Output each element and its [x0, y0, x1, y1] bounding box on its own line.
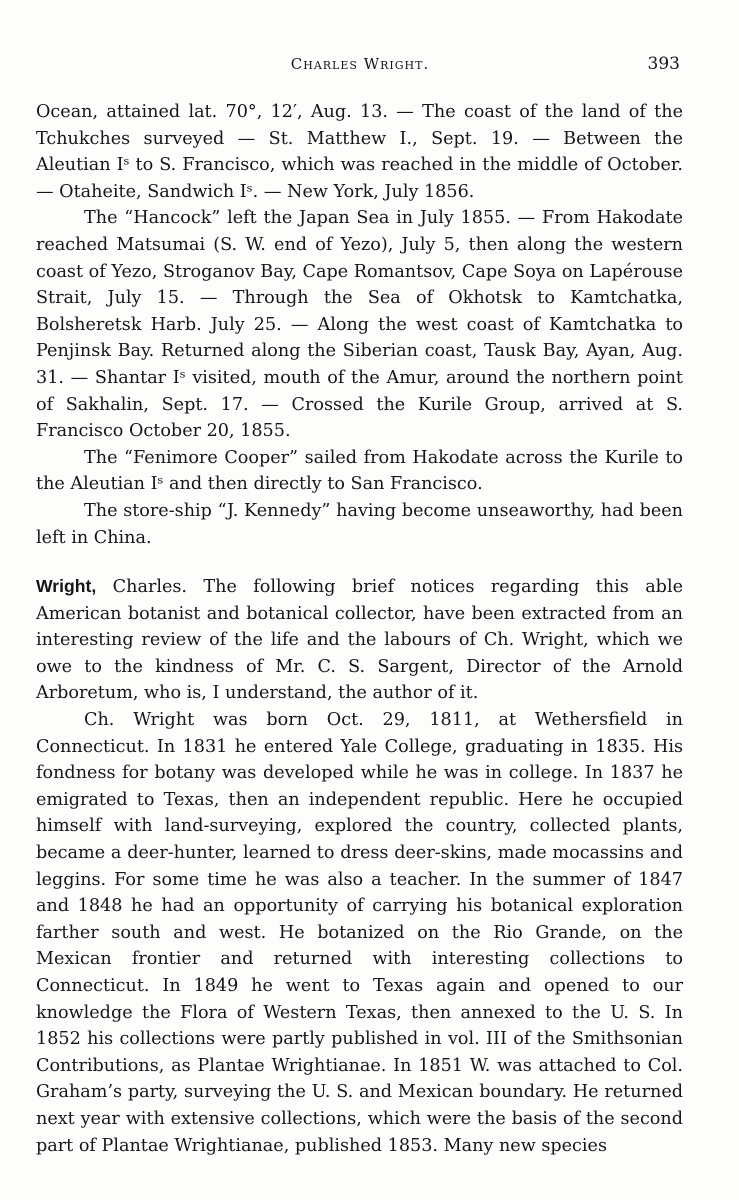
- page-number: 393: [647, 54, 680, 74]
- paragraph-voyage-continuation: [36, 99, 683, 205]
- paragraph-text: The “Hancock” left the Japan Sea in July 1855. — From Hakodate reached Matsumai (S. W. end of Yezo), July 5, then along the western coast of Yezo, Stroganov Bay, Cape Romantsov, Cape Soya on Lapérouse Strait, July 15. — Through the Sea of Okhotsk to Kamtchatka, Bolsheretsk Harb. July 25. — Along the west coast of Kamtchatka to Penjinsk Bay. Returned along the Siberian coast, Tausk Bay, Ayan, Aug. 31. — Shantar Iˢ visited, mouth of the Amur, around the northern point of Sakhalin, Sept. 17. — Crossed the Kurile Group, arrived at S. Francisco October 20, 1855.: [36, 208, 683, 442]
- paragraph-text: The store-ship “J. Kennedy” having become unseaworthy, had been left in China.: [36, 500, 683, 548]
- running-head: [36, 52, 684, 78]
- paragraph-wright-entry: [36, 573, 683, 707]
- paragraph-text: Ocean, attained lat. 70°, 12′, Aug. 13. — The coast of the land of the Tchukches surveyed — St. Matthew I., Sept. 19. — Between the Aleutian Iˢ to S. Francisco, which was reached in the middle of October. — Otaheite, Sandwich Iˢ. — New York, July 1856.: [36, 102, 683, 202]
- paragraph-kennedy: [36, 498, 683, 551]
- body-text: [36, 99, 683, 1159]
- paragraph-wright-biography: [36, 707, 683, 1159]
- running-title: Charles Wright.: [290, 55, 430, 73]
- paragraph-text: Ch. Wright was born Oct. 29, 1811, at Wethersfield in Connecticut. In 1831 he entered Yale College, graduating in 1835. His fondness for botany was developed while he was in college. In 1837 he emigrated to Texas, then an independent republic. Here he occupied himself with land-surveying, explored the country, collected plants, became a deer-hunter, learned to dress deer-skins, made mocassins and leggins. For some time he was also a teacher. In the summer of 1847 and 1848 he had an opportunity of carrying his botanical exploration farther south and west. He botanized on the Rio Grande, on the Mexican frontier and returned with interesting collections to Connecticut. In 1849 he went to Texas again and opened to our knowledge the Flora of Western Texas, then annexed to the U. S. In 1852 his collections were partly published in vol. III of the Smithsonian Contributions, as Plantae Wrightianae. In 1851 W. was attached to Col. Graham’s party, surveying the U. S. and Mexican boundary. He returned next year with extensive collections, which were the basis of the second part of Plantae Wrightianae, published 1853. Many new species: [36, 710, 683, 1156]
- paragraph-text: The “Fenimore Cooper” sailed from Hakodate across the Kurile to the Aleutian Iˢ and then directly to San Francisco.: [36, 447, 683, 495]
- paragraph-text: Charles. The following brief notices regarding this able American botanist and botanical collector, have been extracted from an interesting review of the life and the labours of Ch. Wright, which we owe to the kindness of Mr. C. S. Sargent, Director of the Arnold Arboretum, who is, I understand, the author of it.: [36, 577, 683, 704]
- entry-heading: Wright,: [36, 576, 97, 597]
- paragraph-fenimore-cooper: [36, 445, 683, 498]
- paragraph-hancock: [36, 205, 683, 444]
